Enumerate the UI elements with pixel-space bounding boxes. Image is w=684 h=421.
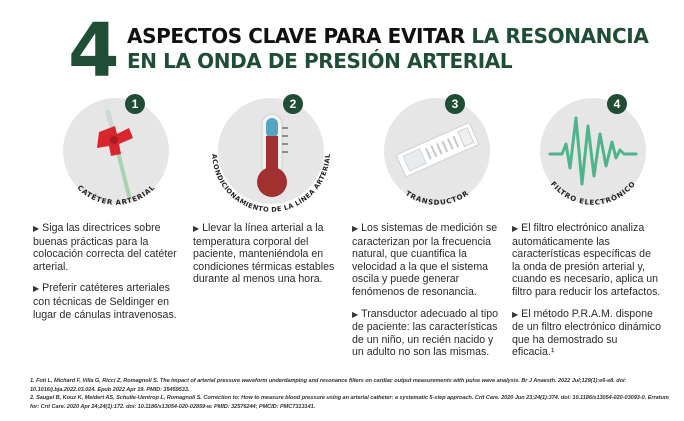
item-3-label: TRANSDUCTOR	[403, 189, 471, 207]
item-1-label: CATÉTER ARTERIAL	[75, 183, 157, 207]
item-3-arc-label	[374, 88, 500, 214]
svg-text:CATÉTER ARTERIAL	[76, 184, 157, 207]
item-1-text	[33, 222, 183, 330]
item-2-arc-label	[206, 88, 336, 218]
header-number: 4	[68, 8, 118, 94]
item-2-text	[193, 222, 343, 295]
item-3-bullet-1: ▶ Los sistemas de medición se caracterizan por la frecuencia natural, que cuantifica la velocidad a la que el sistema oscila y puede generar fenómenos de resonancia.	[352, 222, 498, 298]
svg-text:TRANSDUCTOR	[404, 189, 470, 207]
triangle-bullet-icon: ▶	[33, 224, 40, 233]
triangle-bullet-icon: ▶	[512, 224, 519, 233]
item-2-badge: 2	[283, 94, 303, 114]
triangle-bullet-icon: ▶	[512, 309, 519, 319]
item-1-arc-label	[53, 88, 179, 214]
title-part-1: ASPECTOS CLAVE PARA EVITAR	[127, 24, 472, 48]
item-4-arc-label	[530, 88, 656, 214]
reference-2: 2. Saugel B, Kouz K, Meidert AS, Schulte-Uentrop L, Romagnoli S. Correction to: How to measure blood pressure using an arterial catheter: a systematic 5-step approach. Crit Care. 2020 Jun 23;24(1):374. doi: 10.1186/s13054-020-03093-0. Erratum for: Crit Care. 2020 Apr 24;24(1):172. doi: 10.1186/s13054-020-02859-w. PMID: 32576244; PMCID: PMC7313141.	[30, 395, 669, 410]
reference-1: 1. Foti L, Michard F, Villa G, Ricci Z, Romagnoli S. The impact of arterial pressure waveform underdamping and resonance filters on cardiac output measurements with pulse wave analysis. Br J Anaesth. 2022 Jul;129(1):e6-e8. doi: 10.1016/j.bja.2022.03.024. Epub 2022 Apr 19. PMID: 35459533.	[30, 378, 627, 393]
item-4-bullet-2: ▶ El método P.R.A.M. dispone de un filtro electrónico dinámico que ha demostrado su eficacia.¹	[512, 307, 661, 359]
item-3-text	[352, 222, 502, 368]
references	[30, 377, 670, 411]
item-3-bullet-2: ▶ Transductor adecuado al tipo de paciente: las características de un niño, un recién nacido y un adulto no son las mismas.	[352, 307, 498, 359]
title-part-2: LA RESONANCIA	[471, 24, 649, 48]
item-4-badge: 4	[607, 94, 627, 114]
triangle-bullet-icon: ▶	[33, 284, 40, 294]
triangle-bullet-icon: ▶	[193, 224, 200, 233]
item-3-badge: 3	[445, 94, 465, 114]
svg-text:ACONDICIONAMIENTO DE LA LÍNEA	[210, 153, 332, 214]
item-1-bullet-1: ▶ Siga las directrices sobre buenas prácticas para la colocación correcta del catéter arterial.	[33, 222, 177, 273]
item-1-badge: 1	[125, 94, 145, 114]
item-2-label: ACONDICIONAMIENTO DE LA LÍNEA ARTERIAL	[210, 153, 332, 214]
item-4-bullet-1: ▶ El filtro electrónico analiza automáticamente las características específicas de la onda de presión arterial y, cuando es necesario, aplica un filtro para reducir los artefactos.	[512, 222, 661, 298]
item-4-label: FILTRO ELECTRÓNICO	[548, 180, 638, 207]
triangle-bullet-icon: ▶	[352, 224, 359, 233]
triangle-bullet-icon: ▶	[352, 309, 359, 319]
item-4-text	[512, 222, 662, 368]
page-title	[127, 24, 667, 74]
title-line-2: EN LA ONDA DE PRESIÓN ARTERIAL	[127, 49, 513, 73]
item-2-bullet-1: ▶ Llevar la línea arterial a la temperatura corporal del paciente, manteniéndola en condiciones térmicas estables durante al menos una hora.	[193, 222, 335, 286]
item-1-bullet-2: ▶ Preferir catéteres arteriales con técnicas de Seldinger en lugar de cánulas intravenosas.	[33, 282, 177, 321]
svg-text:FILTRO ELECTRÓNICO	[549, 180, 637, 207]
